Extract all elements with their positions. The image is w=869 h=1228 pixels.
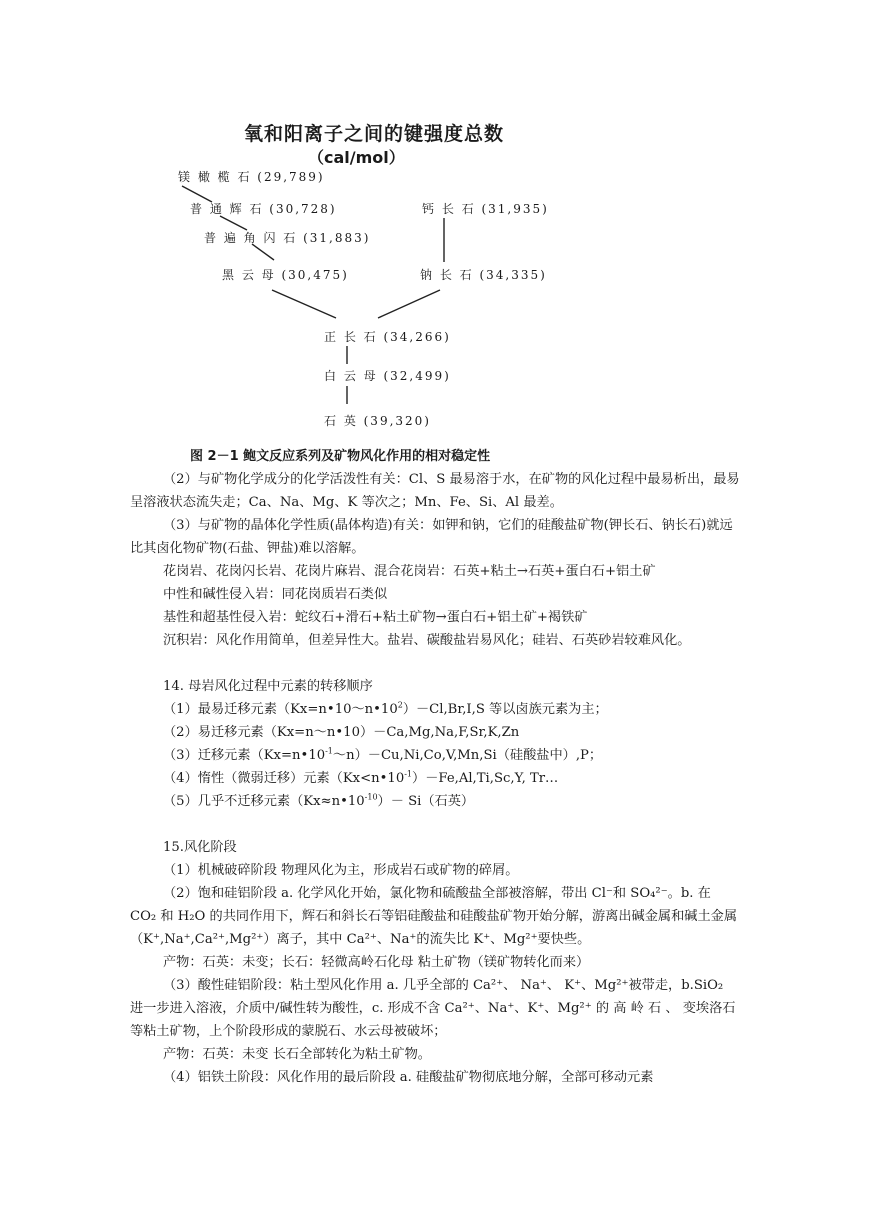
figure-title: 氧和阳离子之间的键强度总数: [244, 123, 505, 145]
line-pyroxene-amphibole: [220, 216, 247, 230]
line-amphibole-biotite: [252, 244, 274, 260]
figure-unit: （cal/mol）: [308, 148, 405, 167]
section-14-title: 14. 母岩风化过程中元素的转移顺序: [163, 679, 373, 694]
list-item: （1）最易迁移元素$(Kx=n•10\sim n•10^2)-Cl,Br,I,S$ 等以卤族元素为主；: [163, 700, 608, 717]
line-albite-orthoclase: [378, 290, 440, 318]
section-15-title: 15.风化阶段: [163, 840, 237, 855]
node-biotite: 黑 云 母 (30,475): [222, 268, 349, 282]
node-albite: 钠 长 石 (34,335): [420, 268, 547, 282]
paragraph: （3）酸性硅铝阶段：粘土型风化作用 a. 几乎全部的 Ca²⁺、 Na⁺、 K⁺、Mg²⁺被带走，b.SiO₂ 进一步进入溶液，介质中/碱性转为酸性，c. 形成不含 Ca²⁺、Na⁺、K⁺、Mg²⁺ 的 高 岭 石 、 变埃洛石等粘土矿物，上个阶段形成的蒙脱石、水云母被破坏；: [130, 978, 736, 1039]
paragraph: 基性和超基性侵入岩：蛇纹石+滑石+粘土矿物→蛋白石+铝土矿+褐铁矿: [163, 610, 588, 625]
list-item: （5）几乎不迁移元素$(Kx\approx n•10^{-10})- Si$（石英）: [163, 792, 475, 809]
paragraph: 产物：石英：未变 长石全部转化为粘土矿物。: [163, 1047, 431, 1062]
paragraph: 花岗岩、花岗闪长岩、花岗片麻岩、混合花岗岩：石英+粘土→石英+蛋白石+铝土矿: [163, 564, 656, 579]
list-item: （3）迁移元素$(Kx=n•10^{-1}\sim n)-Cu,Ni,Co,V,Mn,Si$（硅酸盐中）,P；: [163, 746, 603, 763]
node-orthoclase: 正 长 石 (34,266): [324, 330, 451, 344]
figure-caption: 图 2－1 鲍文反应系列及矿物风化作用的相对稳定性: [190, 449, 491, 464]
paragraph: 产物：石英：未变；长石：轻微高岭石化母 粘土矿物（镁矿物转化而来）: [163, 955, 590, 970]
line-biotite-orthoclase: [272, 290, 336, 318]
paragraph: （2）与矿物化学成分的化学活泼性有关：Cl、S 最易溶于水，在矿物的风化过程中最易析出，最易呈溶液状态流失走；Ca、Na、Mg、K 等次之；Mn、Fe、Si、Al 最差。: [130, 472, 740, 510]
paragraph: （1）机械破碎阶段 物理风化为主，形成岩石或矿物的碎屑。: [163, 863, 519, 878]
paragraph: 中性和碱性侵入岩：同花岗质岩石类似: [163, 587, 388, 602]
paragraph: 沉积岩：风化作用简单，但差异性大。盐岩、碳酸盐岩易风化；硅岩、石英砂岩较难风化。: [163, 633, 691, 648]
node-pyroxene: 普 通 辉 石 (30,728): [190, 202, 337, 216]
node-olivine: 镁 橄 榄 石 (29,789): [178, 170, 325, 184]
connector-lines: [0, 0, 869, 470]
bowen-reaction-figure: [0, 0, 869, 470]
paragraph: （2）饱和硅铝阶段 a. 化学风化开始，氯化物和硫酸盐全部被溶解，带出 Cl⁻和 SO₄²⁻。b. 在 CO₂ 和 H₂O 的共同作用下，辉石和斜长石等铝硅酸盐和硅酸盐矿物开始分解，游离出碱金属和碱土金属（K⁺,Na⁺,Ca²⁺,Mg²⁺）离子，其中 Ca²⁺、Na⁺的流失比 K⁺、Mg²⁺要快些。: [130, 886, 738, 947]
node-quartz: 石 英 (39,320): [324, 414, 431, 428]
list-item: （4）惰性（微弱迁移）元素$(Kx<n•10^{-1})-Fe,Al,Ti,Sc,Y$, Tr…: [163, 769, 559, 786]
node-anorthite: 钙 长 石 (31,935): [422, 202, 549, 216]
paragraph: （3）与矿物的晶体化学性质(晶体构造)有关：如钾和钠，它们的硅酸盐矿物(钾长石、钠长石)就远比其卤化物矿物(石盐、钾盐)难以溶解。: [130, 518, 733, 556]
node-muscovite: 白 云 母 (32,499): [324, 369, 451, 383]
paragraph: （4）铝铁土阶段：风化作用的最后阶段 a. 硅酸盐矿物彻底地分解，全部可移动元素: [163, 1070, 654, 1085]
node-amphibole: 普 遍 角 闪 石 (31,883): [204, 231, 371, 245]
body-text: [130, 468, 740, 1089]
list-item: （2）易迁移元素（Kx=n～n•10）－Ca,Mg,Na,F,Sr,K,Zn: [163, 725, 520, 740]
